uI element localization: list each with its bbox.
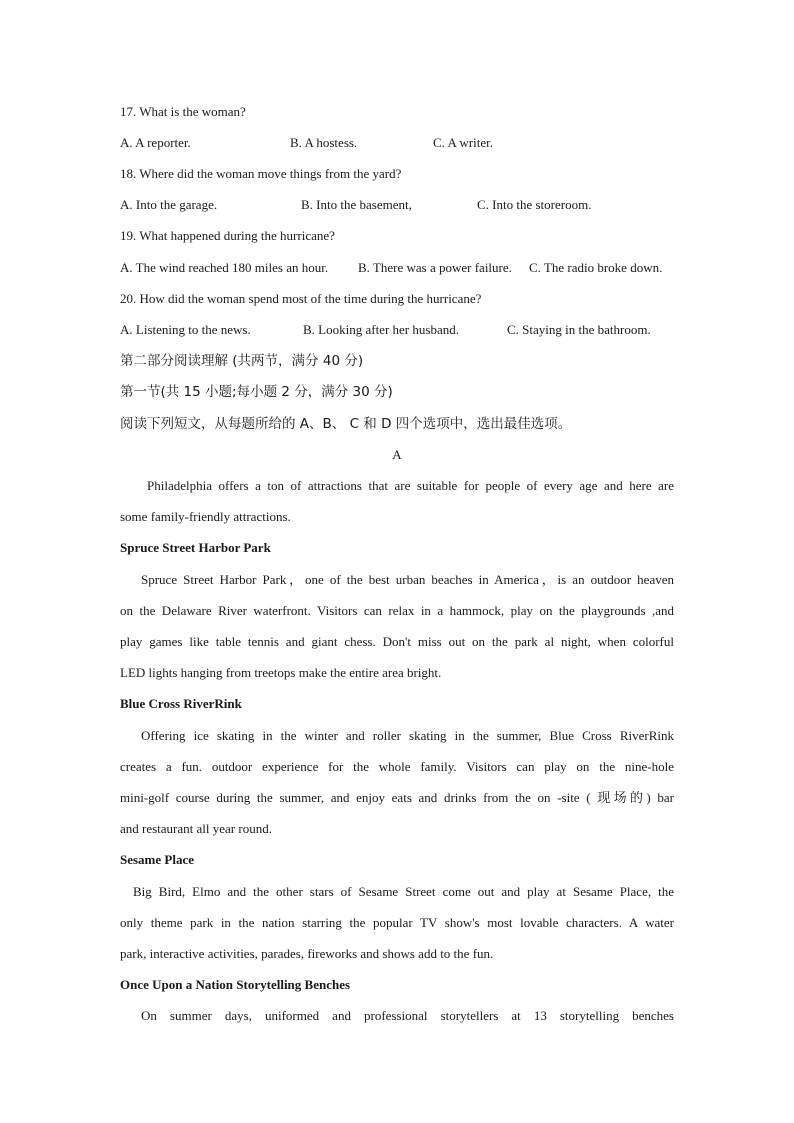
spruce-line-3: play games like table tennis and giant chess. Don't miss out on the park al night, when colorful bbox=[120, 634, 674, 649]
question-17-stem: 17. What is the woman? bbox=[120, 104, 246, 119]
option-a: A. A reporter. bbox=[120, 135, 191, 150]
question-20-stem: 20. How did the woman spend most of the time during the hurricane? bbox=[120, 291, 482, 306]
spruce-line-1: Spruce Street Harbor Park，one of the best urban beaches in America，is an outdoor heaven bbox=[141, 572, 674, 587]
option-c: C. The radio broke down. bbox=[529, 260, 663, 275]
riverrink-line-2: creates a fun. outdoor experience for the whole family. Visitors can play on the nine-hole bbox=[120, 759, 674, 774]
question-19-stem: 19. What happened during the hurricane? bbox=[120, 228, 335, 243]
option-b: B. Looking after her husband. bbox=[303, 322, 459, 337]
option-a: A. Listening to the news. bbox=[120, 322, 251, 337]
storytelling-line-1: On summer days, uniformed and professional storytellers at 13 storytelling benches bbox=[141, 1008, 674, 1023]
sesame-line-3: park, interactive activities, parades, fireworks and shows add to the fun. bbox=[120, 946, 494, 961]
option-c: C. Staying in the bathroom. bbox=[507, 322, 651, 337]
sesame-line-1: Big Bird, Elmo and the other stars of Sesame Street come out and play at Sesame Place, the bbox=[133, 884, 674, 899]
option-c: C. Into the storeroom. bbox=[477, 197, 592, 212]
option-b: B. There was a power failure. bbox=[358, 260, 512, 275]
part2-title: 第二部分阅读理解 (共两节，满分 40 分) bbox=[120, 353, 364, 369]
question-18-stem: 18. Where did the woman move things from the yard? bbox=[120, 166, 402, 181]
reading-instruction: 阅读下列短文，从每题所给的 A、B、 C 和 D 四个选项中，选出最佳选项。 bbox=[120, 416, 572, 432]
option-a: A. The wind reached 180 miles an hour. bbox=[120, 260, 329, 275]
passage-letter: A bbox=[392, 447, 402, 462]
option-a: A. Into the garage. bbox=[120, 197, 218, 212]
riverrink-line-4: and restaurant all year round. bbox=[120, 821, 272, 836]
riverrink-line-1: Offering ice skating in the winter and roller skating in the summer, Blue Cross RiverRink bbox=[141, 728, 674, 743]
spruce-line-2: on the Delaware River waterfront. Visitors can relax in a hammock, play on the playgrounds ,and bbox=[120, 603, 674, 618]
spruce-line-4: LED lights hanging from treetops make the entire area bright. bbox=[120, 665, 442, 680]
option-c: C. A writer. bbox=[433, 135, 493, 150]
section-heading-sesame-place: Sesame Place bbox=[120, 852, 195, 867]
intro-line-2: some family-friendly attractions. bbox=[120, 509, 291, 524]
section-heading-riverrink: Blue Cross RiverRink bbox=[120, 696, 242, 711]
sesame-line-2: only theme park in the nation starring the popular TV show's most lovable characters. A water bbox=[120, 915, 674, 930]
section1-title: 第一节(共 15 小题;每小题 2 分，满分 30 分) bbox=[120, 384, 393, 400]
section-heading-storytelling-benches: Once Upon a Nation Storytelling Benches bbox=[120, 977, 351, 992]
section-heading-spruce-street: Spruce Street Harbor Park bbox=[120, 540, 271, 555]
riverrink-line-3: mini-golf course during the summer, and enjoy eats and drinks from the on -site ( 现场的) bar bbox=[120, 790, 674, 805]
intro-line-1: Philadelphia offers a ton of attractions that are suitable for people of every age and here are bbox=[147, 478, 674, 493]
option-b: B. Into the basement, bbox=[301, 197, 412, 212]
option-b: B. A hostess. bbox=[290, 135, 358, 150]
